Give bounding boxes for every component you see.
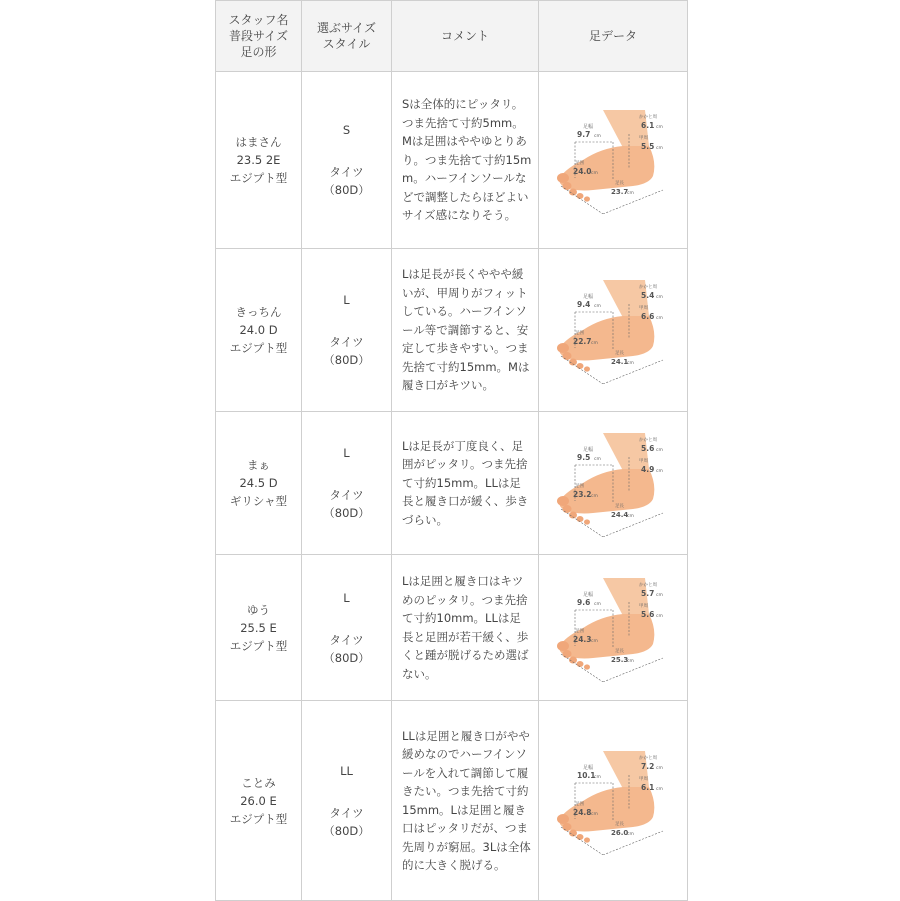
girth-label: 足囲: [575, 628, 584, 634]
usual-size: 26.0 E: [240, 793, 277, 808]
width-unit: cm: [594, 134, 601, 139]
comment-cell: Lは足長が丁度良く、足囲がピッタリ。つま先捨て寸約15mm。LLは足長と履き口が緩く、歩きづらい。: [392, 412, 539, 555]
chosen-size: LL: [340, 763, 353, 778]
width-label: 足幅: [583, 294, 594, 300]
size-cell: [302, 412, 392, 555]
header-staff-line2: 普段サイズ: [228, 29, 289, 43]
length-value: 24.1: [611, 358, 629, 366]
length-unit: cm: [627, 191, 634, 196]
heel-unit: cm: [656, 125, 663, 130]
usual-size: 23.5 2E: [236, 153, 281, 167]
toe-2: [563, 352, 572, 360]
heel-unit: cm: [656, 448, 663, 453]
size-cell: [302, 72, 392, 249]
heel-value: 7.2: [641, 761, 655, 771]
instep-unit: cm: [656, 786, 663, 792]
width-value: 9.5: [577, 453, 591, 462]
table-header-row: [216, 1, 688, 72]
length-label: 足長: [615, 648, 624, 654]
usual-size: 25.5 E: [240, 620, 277, 635]
heel-unit: cm: [656, 592, 663, 598]
staff-cell: [216, 72, 302, 249]
style-label: タイツ: [329, 488, 364, 502]
instep-value: 5.6: [641, 609, 655, 619]
big-toe: [557, 641, 569, 651]
denier-label: （80D）: [323, 823, 370, 838]
big-toe: [557, 173, 569, 183]
heel-value: 5.7: [641, 588, 655, 598]
girth-value: 22.7: [573, 337, 592, 346]
staff-name: まぁ: [247, 458, 270, 472]
heel-value: 5.6: [641, 444, 655, 453]
denier-label: （80D）: [323, 183, 370, 197]
instep-label: 甲周: [639, 603, 648, 609]
heel-unit: cm: [656, 765, 663, 771]
width-label: 足幅: [583, 447, 594, 453]
staff-cell: [216, 412, 302, 555]
comment-cell: Sは全体的にピッタリ。つま先捨て寸約5mm。Mは足囲はややゆとりあり。つま先捨て寸約15mm。ハーフインソールなどで調整したらほどよいサイズ感になりそう。: [392, 72, 539, 249]
girth-value: 24.0: [573, 167, 592, 176]
staff-name: はまさん: [235, 135, 282, 149]
size-table-container: [215, 0, 687, 901]
toe-4: [577, 193, 584, 199]
toe-5: [584, 366, 590, 371]
header-staff: [216, 1, 302, 72]
foot-shape: エジプト型: [229, 171, 288, 185]
instep-unit: cm: [656, 146, 663, 151]
instep-label: 甲周: [639, 776, 648, 782]
header-size-line2: スタイル: [322, 37, 371, 51]
heel-unit: cm: [656, 295, 663, 300]
foot-shape: ギリシャ型: [229, 494, 288, 508]
instep-value: 4.9: [641, 465, 655, 474]
girth-value: 24.8: [573, 807, 592, 817]
instep-label: 甲周: [639, 459, 648, 464]
instep-label: 甲周: [639, 306, 648, 311]
table-row: [216, 412, 688, 555]
size-cell: [302, 249, 392, 412]
toe-4: [577, 834, 584, 840]
heel-label: かかと周: [639, 755, 657, 761]
foot-illustration: [553, 106, 673, 214]
length-label: 足長: [615, 181, 624, 186]
width-value: 9.7: [577, 130, 591, 139]
table-row: [216, 72, 688, 249]
width-unit: cm: [594, 304, 601, 309]
foot-data-cell: [539, 72, 688, 249]
usual-size: 24.0 D: [239, 323, 278, 337]
style-label: タイツ: [329, 165, 364, 179]
chosen-size: L: [343, 590, 350, 605]
toe-2: [563, 182, 572, 190]
toe-4: [577, 363, 584, 369]
width-label: 足幅: [583, 124, 594, 130]
length-unit: cm: [627, 831, 634, 837]
chosen-size: L: [343, 446, 350, 460]
length-value: 25.3: [611, 655, 629, 664]
girth-unit: cm: [591, 341, 598, 346]
length-label: 足長: [615, 351, 624, 356]
girth-value: 23.2: [573, 490, 592, 499]
table-row: [216, 701, 688, 901]
width-value: 10.1: [577, 770, 596, 780]
length-unit: cm: [627, 658, 634, 664]
instep-unit: cm: [656, 316, 663, 321]
table-row: [216, 555, 688, 701]
foot-illustration: [553, 429, 673, 537]
instep-value: 6.1: [641, 782, 655, 792]
header-size: [302, 1, 392, 72]
size-comparison-table: [215, 0, 688, 901]
length-label: 足長: [615, 504, 624, 509]
table-row: [216, 249, 688, 412]
heel-label: かかと周: [639, 438, 657, 443]
denier-label: （80D）: [323, 650, 370, 665]
toe-4: [577, 516, 584, 522]
width-unit: cm: [594, 457, 601, 462]
instep-unit: cm: [656, 613, 663, 619]
heel-label: かかと周: [639, 115, 657, 120]
toe-5: [584, 519, 590, 524]
staff-name: きっちん: [235, 305, 282, 319]
foot-illustration: [553, 276, 673, 384]
chosen-size: S: [342, 123, 351, 137]
header-staff-line3: 足の形: [240, 45, 277, 59]
comment-cell: Lは足囲と履き口はキツめのピッタリ。つま先捨て寸約10mm。LLは足長と足囲が若干緩く、歩くと踵が脱げるため選ばない。: [392, 555, 539, 701]
girth-unit: cm: [591, 811, 598, 817]
style-label: タイツ: [329, 632, 364, 647]
heel-value: 6.1: [641, 121, 655, 130]
toe-4: [577, 661, 584, 667]
length-value: 24.4: [611, 511, 629, 519]
staff-cell: [216, 555, 302, 701]
header-size-line1: 選ぶサイズ: [316, 21, 377, 35]
width-label: 足幅: [583, 591, 594, 598]
width-unit: cm: [594, 774, 601, 780]
chosen-size: L: [343, 293, 350, 307]
foot-shape: エジプト型: [229, 811, 288, 826]
header-foot-data: 足データ: [539, 1, 688, 72]
girth-label: 足囲: [575, 801, 584, 807]
big-toe: [557, 814, 569, 824]
girth-label: 足囲: [575, 331, 584, 336]
denier-label: （80D）: [323, 353, 370, 367]
girth-unit: cm: [591, 494, 598, 499]
width-value: 9.6: [577, 597, 591, 607]
foot-data-cell: [539, 701, 688, 901]
instep-value: 5.5: [641, 142, 655, 151]
size-cell: [302, 555, 392, 701]
girth-value: 24.3: [573, 634, 592, 644]
style-label: タイツ: [329, 335, 364, 349]
foot-illustration: [553, 747, 673, 855]
length-value: 26.0: [611, 828, 629, 837]
comment-cell: Lは足長が長くややや緩いが、甲周りがフィットしている。ハーフインソール等で調節すると、安定して歩きやすい。つま先捨て寸約15mm。Mは履き口がキツい。: [392, 249, 539, 412]
girth-label: 足囲: [575, 484, 584, 489]
toe-5: [584, 196, 590, 201]
toe-5: [584, 664, 590, 669]
foot-data-cell: [539, 555, 688, 701]
heel-value: 5.4: [641, 291, 655, 300]
staff-name: ことみ: [241, 775, 276, 790]
comment-cell: LLは足囲と履き口がやや緩めなのでハーフインソールを入れて調節して履きたい。つま先捨て寸約15mm。Lは足囲と履き口はピッタリだが、つま先周りが窮屈。3Lは全体的に大きく脱げる。: [392, 701, 539, 901]
style-label: タイツ: [329, 805, 364, 820]
staff-cell: [216, 701, 302, 901]
big-toe: [557, 343, 569, 353]
width-label: 足幅: [583, 764, 594, 771]
staff-name: ゆう: [247, 602, 270, 617]
length-label: 足長: [615, 821, 624, 827]
width-unit: cm: [594, 601, 601, 607]
instep-unit: cm: [656, 469, 663, 474]
toe-2: [563, 505, 572, 513]
size-cell: [302, 701, 392, 901]
heel-label: かかと周: [639, 285, 657, 290]
header-staff-line1: スタッフ名: [228, 13, 289, 27]
instep-value: 6.6: [641, 312, 655, 321]
denier-label: （80D）: [323, 506, 370, 520]
header-comment: コメント: [392, 1, 539, 72]
instep-label: 甲周: [639, 136, 648, 141]
width-value: 9.4: [577, 300, 591, 309]
foot-illustration: [553, 574, 673, 682]
toe-2: [563, 650, 572, 658]
girth-unit: cm: [591, 171, 598, 176]
length-unit: cm: [627, 514, 634, 519]
toe-5: [584, 837, 590, 842]
length-unit: cm: [627, 361, 634, 366]
length-value: 23.7: [611, 188, 629, 196]
girth-label: 足囲: [575, 161, 584, 166]
staff-cell: [216, 249, 302, 412]
foot-shape: エジプト型: [229, 638, 288, 653]
usual-size: 24.5 D: [239, 476, 278, 490]
toe-2: [563, 823, 572, 831]
heel-label: かかと周: [639, 582, 657, 588]
big-toe: [557, 496, 569, 506]
foot-shape: エジプト型: [229, 341, 288, 355]
girth-unit: cm: [591, 638, 598, 644]
foot-data-cell: [539, 249, 688, 412]
foot-data-cell: [539, 412, 688, 555]
